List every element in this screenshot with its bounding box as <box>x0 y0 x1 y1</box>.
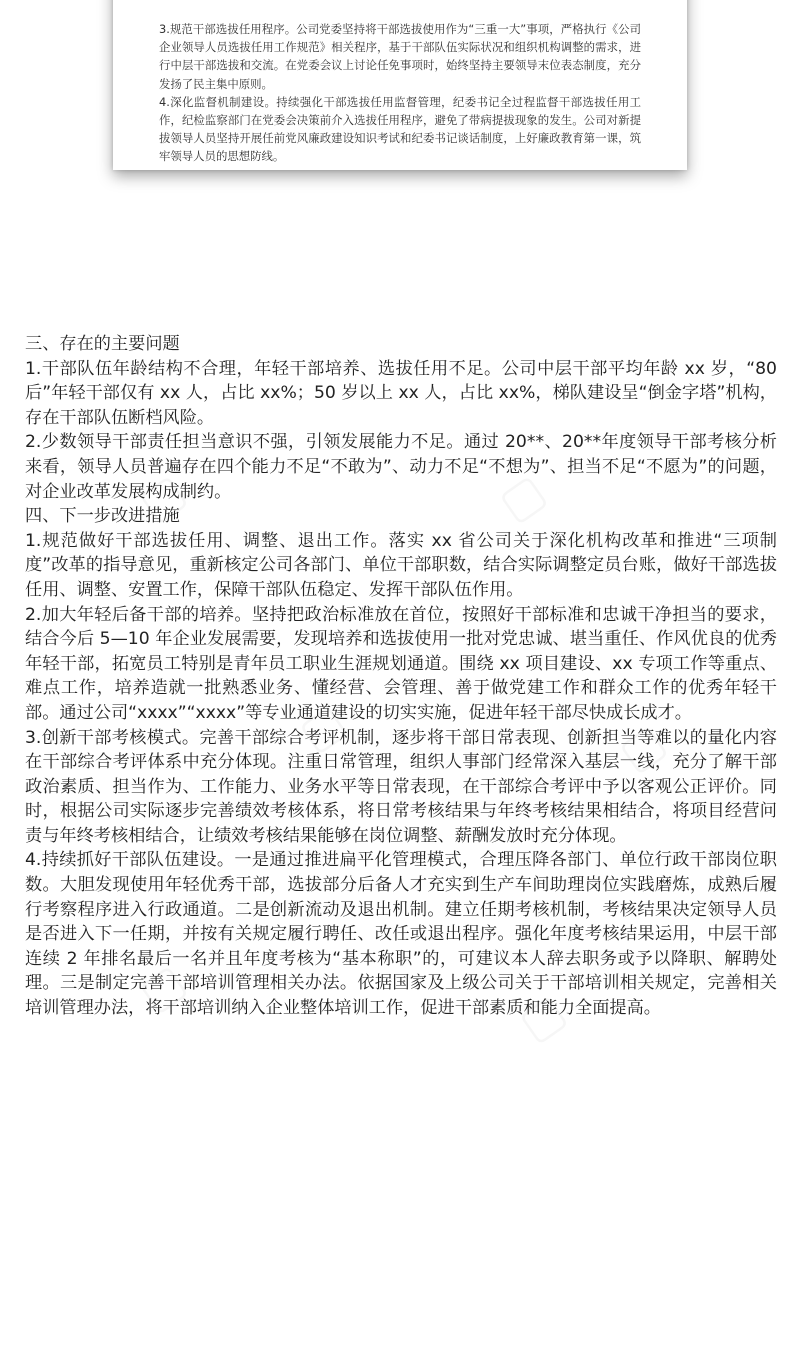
section-heading-problems: 三、存在的主要问题 <box>25 334 180 354</box>
section-heading-measures: 四、下一步改进措施 <box>25 506 180 527</box>
measure-item-3: 3.创新干部考核模式。完善干部综合考评机制，逐步将干部日常表现、创新担当等难以的量化内容在干部综合考评体系中充分体现。注重日常管理，组织人事部门经常深入基层一线，充分了解干部政治素质、担当作为、工作能力、业务水平等日常表现，在干部综合考评中予以客观公正评价。同时，根据公司实际逐步完善绩效考核体系，将日常考核结果与年终考核结果相结合，将项目经营问责与年终考核相结合，让绩效考核结果能够在岗位调整、薪酬发放时充分体现。 <box>25 727 777 846</box>
problem-item-1: 1.干部队伍年龄结构不合理，年轻干部培养、选拔任用不足。公司中层干部平均年龄 xx 岁，“80 后”年轻干部仅有 xx 人，占比 xx%；50 岁以上 xx 人，占比 xx%，梯队建设呈“倒金字塔”机构，存在干部队伍断档风险。 <box>25 358 777 428</box>
preview-paragraph-3: 4.深化监督机制建设。持续强化干部选拔任用监督管理，纪委书记全过程监督干部选拔任用工作，纪检监察部门在党委会决策前介入选拔任用程序，避免了带病提拔现象的发生。公司对新提拔领导人员坚持开展任前党风廉政建设知识考试和纪委书记谈话制度，上好廉政教育第一课，筑牢领导人员的思想防线。 <box>159 94 641 164</box>
preview-paragraph-2: 3.规范干部选拔任用程序。公司党委坚持将干部选拔使用作为“三重一大”事项，严格执行《公司企业领导人员选拔任用工作规范》相关程序，基于干部队伍实际状况和组织机构调整的需求，进行中层干部选拔和交流。在党委会议上讨论任免事项时，始终坚持主要领导末位表态制度，充分发扬了民主集中原则。 <box>159 22 641 91</box>
document-preview-area <box>0 0 800 180</box>
measure-item-4: 4.持续抓好干部队伍建设。一是通过推进扁平化管理模式，合理压降各部门、单位行政干部岗位职数。大胆发现使用年轻优秀干部，选拔部分后备人才充实到生产车间助理岗位实践磨炼，成熟后履行考察程序进入行政通道。二是创新流动及退出机制。建立任期考核机制，考核结果决定领导人员是否进入下一任期，并按有关规定履行聘任、改任或退出程序。强化年度考核结果运用，中层干部连续 2 年排名最后一名并且年度考核为“基本称职”的，可建议本人辞去职务或予以降职、解聘处理。三是制定完善干部培训管理相关办法。依据国家及上级公司关于干部培训相关规定，完善相关培训管理办法，将干部培训纳入企业整体培训工作，促进干部素质和能力全面提高。 <box>25 850 777 1019</box>
problem-item-2: 2.少数领导干部责任担当意识不强，引领发展能力不足。通过 20**、20**年度领导干部考核分析来看，领导人员普遍存在四个能力不足“不敢为”、动力不足“不想为”、担当不足“不愿为”的问题，对企业改革发展构成制约。 <box>25 432 777 502</box>
document-body <box>25 332 777 1021</box>
preview-paragraph-1 <box>159 0 641 20</box>
document-preview-card <box>113 0 687 170</box>
measure-item-2: 2.加大年轻后备干部的培养。坚持把政治标准放在首位，按照好干部标准和忠诚干净担当的要求，结合今后 5—10 年企业发展需要，发现培养和选拔使用一批对党忠诚、堪当重任、作风优良的优秀年轻干部，拓宽员工特别是青年员工职业生涯规划通道。围绕 xx 项目建设、xx 专项工作等重点、难点工作，培养造就一批熟悉业务、懂经营、会管理、善于做党建工作和群众工作的优秀年轻干部。通过公司“xxxx”“xxxx”等专业通道建设的切实实施，促进年轻干部尽快成长成才。 <box>25 604 777 723</box>
measure-item-1: 1.规范做好干部选拔任用、调整、退出工作。落实 xx 省公司关于深化机构改革和推进“三项制度”改革的指导意见，重新核定公司各部门、单位干部职数，结合实际调整定员台账，做好干部选拔任用、调整、安置工作，保障干部队伍稳定、发挥干部队伍作用。 <box>25 530 777 600</box>
